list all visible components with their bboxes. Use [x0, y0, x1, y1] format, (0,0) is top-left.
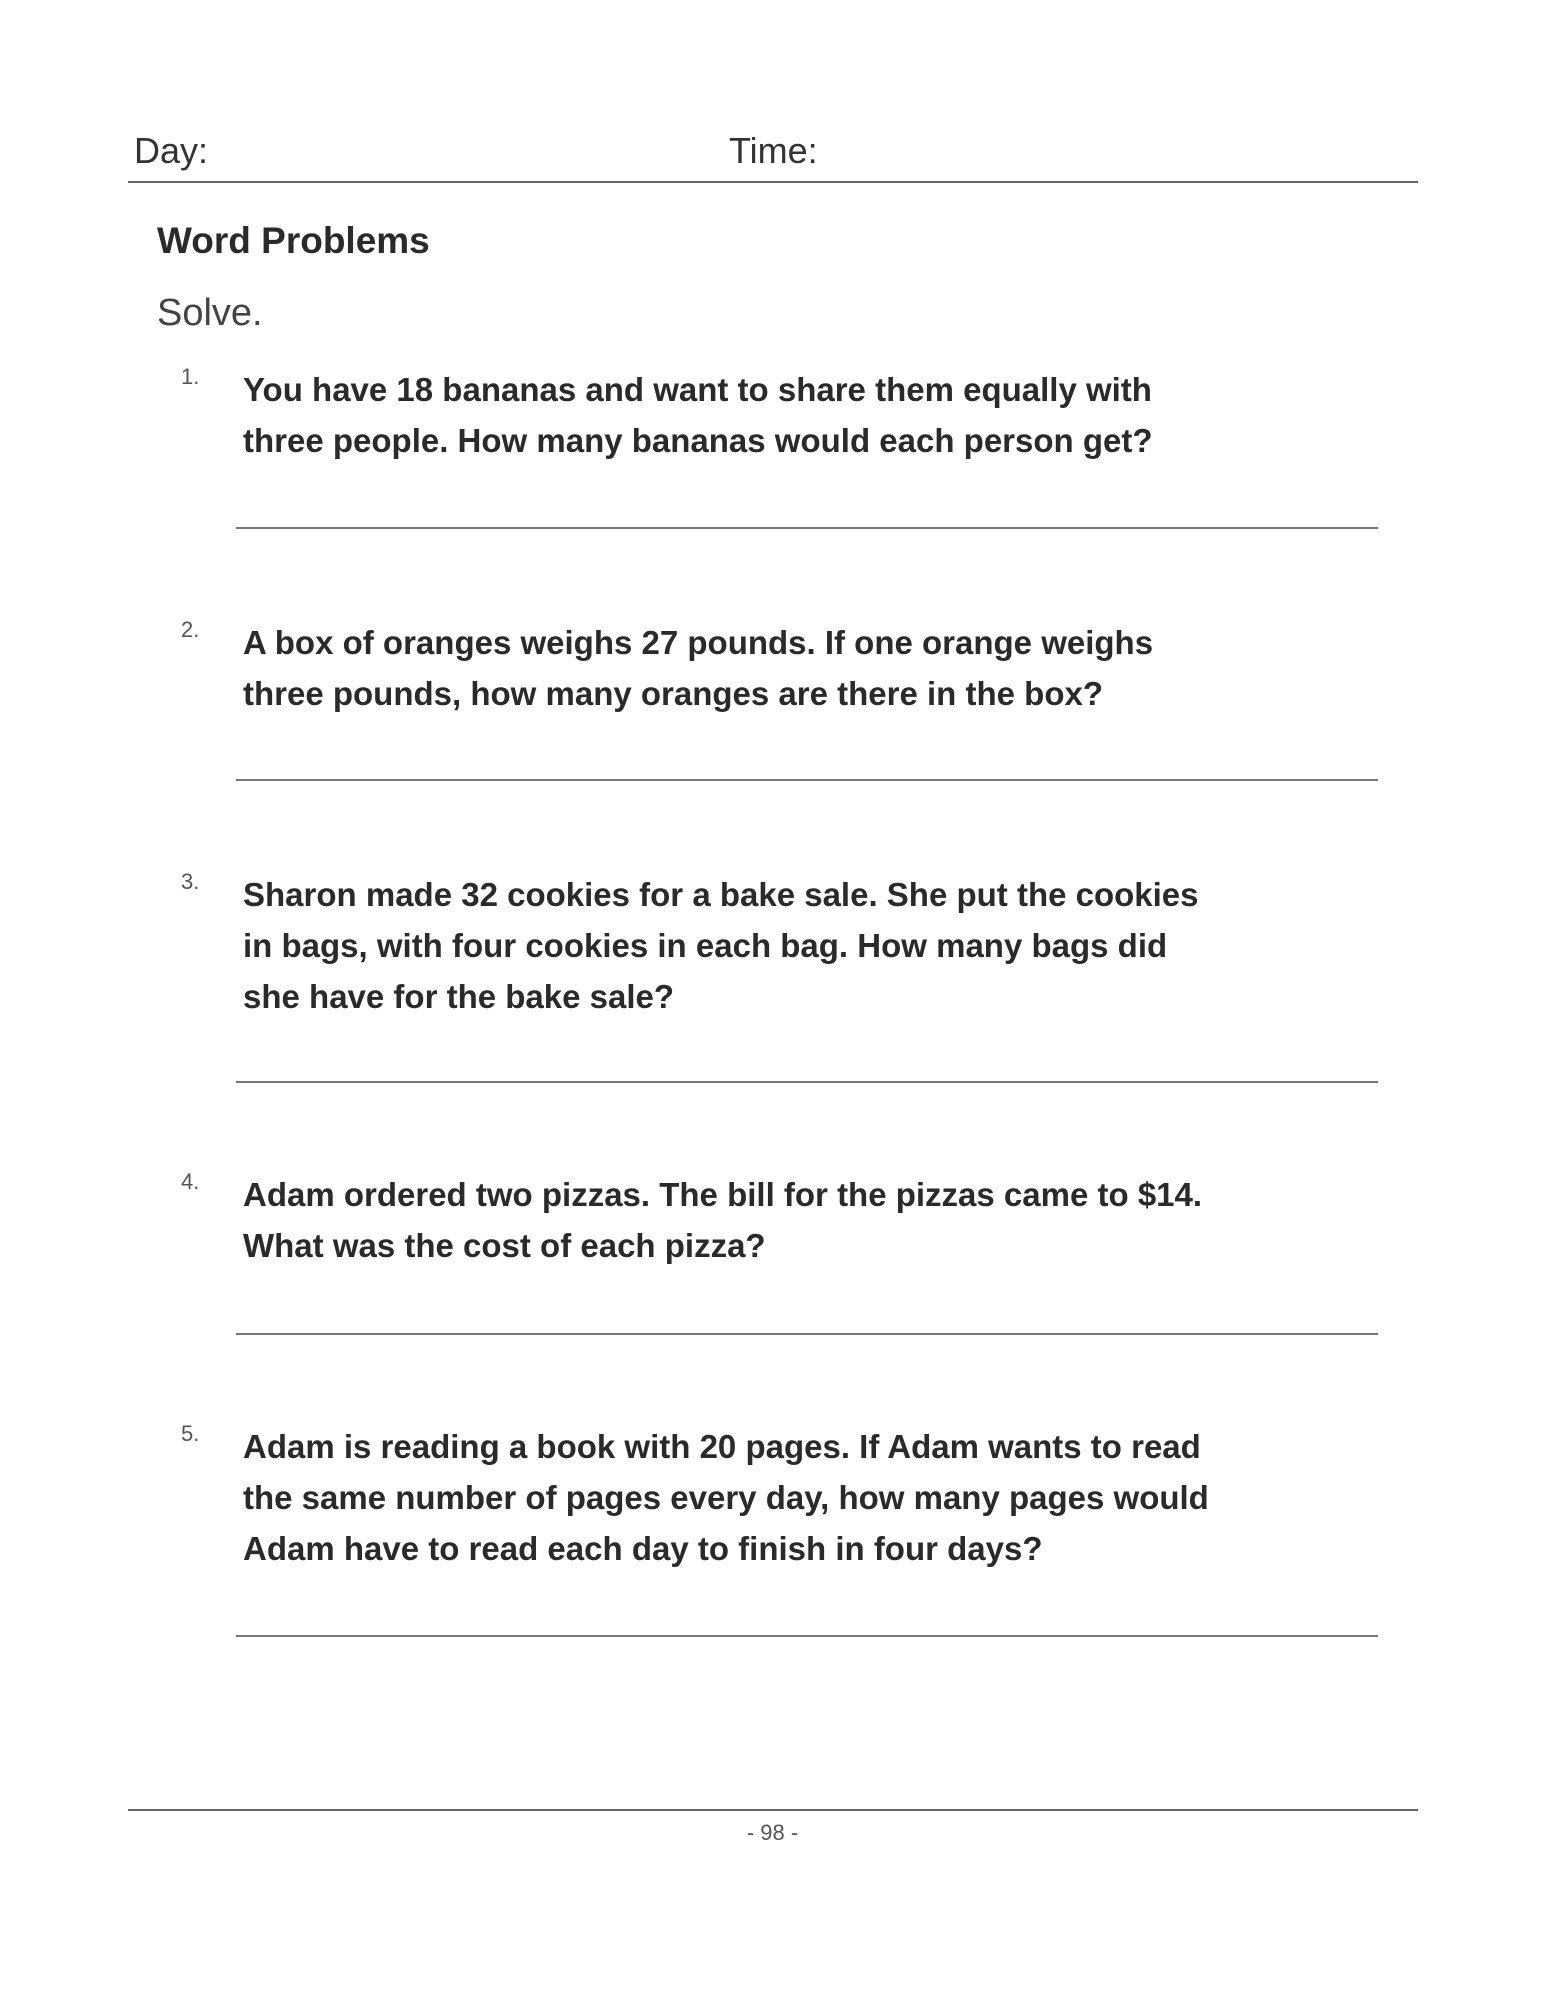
- header-divider: [128, 181, 1418, 183]
- question-text: [243, 364, 1153, 466]
- question-line: What was the cost of each pizza?: [243, 1227, 766, 1264]
- question-number: 4.: [181, 1169, 200, 1194]
- answer-line-1[interactable]: [236, 527, 1378, 529]
- question-line: three people. How many bananas would each person get?: [243, 422, 1153, 459]
- question-line: Adam is reading a book with 20 pages. If Adam wants to read: [243, 1428, 1201, 1465]
- page-number: - 98 -: [746, 1820, 799, 1845]
- question-text: [243, 1169, 1202, 1271]
- question-line: Adam have to read each day to finish in four days?: [243, 1530, 1043, 1567]
- time-label: Time:: [729, 130, 818, 171]
- question-line: Sharon made 32 cookies for a bake sale. She put the cookies: [243, 876, 1199, 913]
- question-number: 2.: [181, 617, 200, 642]
- instruction: Solve.: [157, 292, 263, 334]
- footer-divider: [128, 1809, 1418, 1811]
- day-label: Day:: [134, 130, 209, 171]
- answer-line-3[interactable]: [236, 1081, 1378, 1083]
- question-text: [243, 869, 1199, 1022]
- question-line: she have for the bake sale?: [243, 978, 675, 1015]
- question-number: 1.: [181, 364, 200, 389]
- answer-line-4[interactable]: [236, 1333, 1378, 1335]
- question-line: in bags, with four cookies in each bag. How many bags did: [243, 927, 1168, 964]
- question-line: A box of oranges weighs 27 pounds. If one orange weighs: [243, 624, 1154, 661]
- page-title: Word Problems: [157, 220, 430, 261]
- question-text: [243, 1421, 1209, 1574]
- question-line: Adam ordered two pizzas. The bill for the pizzas came to $14.: [243, 1176, 1203, 1213]
- question-number: 3.: [181, 869, 200, 894]
- answer-line-2[interactable]: [236, 779, 1378, 781]
- answer-line-5[interactable]: [236, 1635, 1378, 1637]
- question-line: You have 18 bananas and want to share them equally with: [243, 371, 1152, 408]
- question-number: 5.: [181, 1421, 200, 1446]
- question-text: [243, 617, 1153, 719]
- question-line: the same number of pages every day, how many pages would: [243, 1479, 1209, 1516]
- question-line: three pounds, how many oranges are there in the box?: [243, 675, 1103, 712]
